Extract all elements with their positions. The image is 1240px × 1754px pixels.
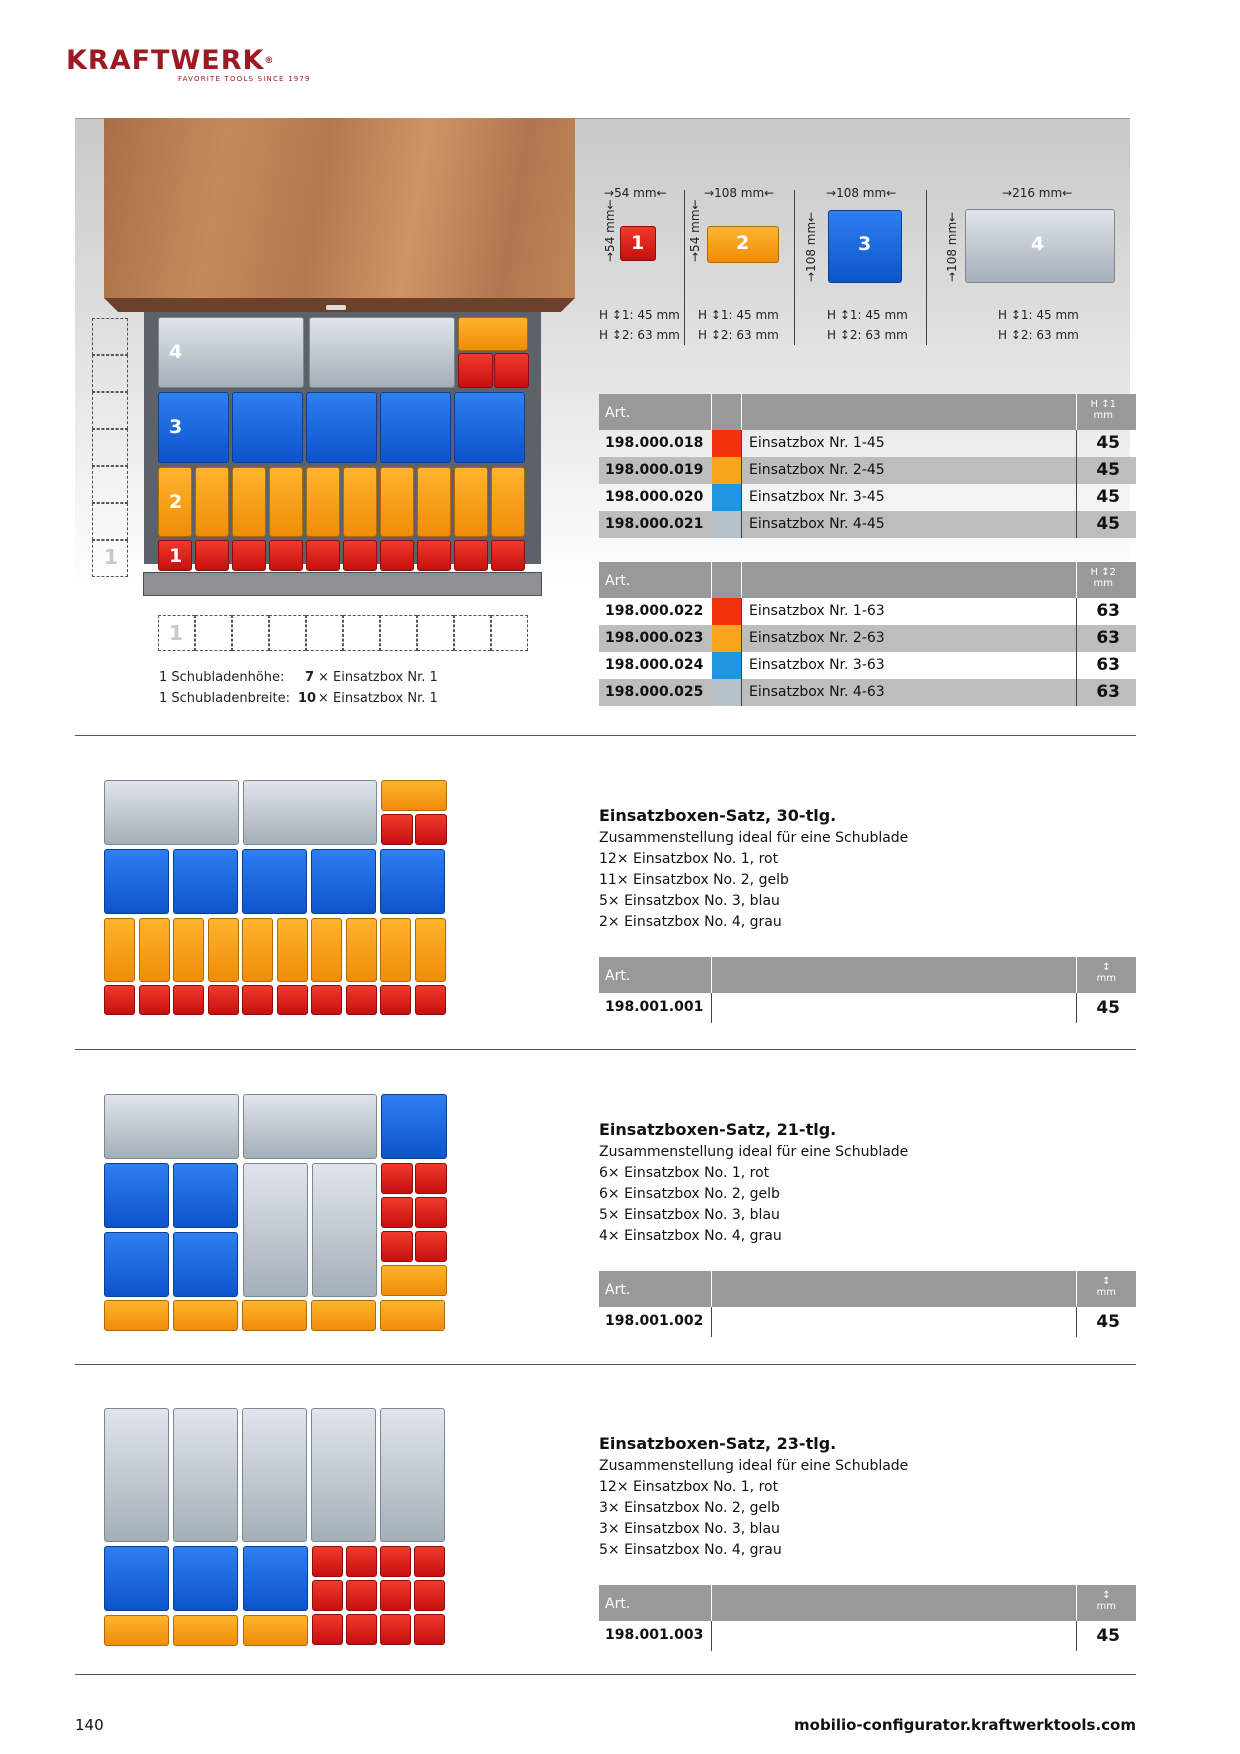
article-name: Einsatzbox Nr. 1-63	[749, 603, 885, 619]
article-code: 198.001.001	[605, 999, 704, 1015]
color-swatch	[712, 679, 741, 706]
insert-box	[139, 985, 170, 1015]
height-value: 45	[1096, 460, 1120, 480]
divider	[75, 1364, 1136, 1365]
dash-cell	[380, 615, 417, 651]
article-code: 198.000.024	[605, 657, 704, 673]
header-height: H ↕1 mm	[1090, 399, 1116, 421]
insert-box	[494, 353, 529, 388]
set-description: Zusammenstellung ideal für eine Schublade 6× Einsatzbox No. 1, rot 6× Einsatzbox No. 2, gelb 5× Einsatzbox No. 3, blau 4× Einsatzbox No. 4, grau	[599, 1144, 909, 1244]
insert-box	[381, 1197, 413, 1228]
insert-box	[311, 918, 342, 982]
drawer-handle	[326, 305, 346, 310]
insert-box	[346, 1546, 377, 1577]
insert-box	[173, 1408, 238, 1542]
insert-box	[139, 918, 170, 982]
insert-box	[243, 1163, 308, 1297]
box3-number: 3	[858, 233, 872, 255]
insert-box	[243, 780, 377, 845]
dash-cell	[92, 503, 128, 540]
table-header	[599, 957, 1136, 993]
insert-box	[173, 918, 204, 982]
article-code: 198.000.023	[605, 630, 704, 646]
box2-width: →108 mm←	[704, 186, 775, 200]
header-height: ↕ mm	[1096, 1590, 1116, 1612]
set-title: Einsatzboxen-Satz, 30-tlg.	[599, 806, 837, 825]
insert-box	[232, 392, 303, 463]
insert-box	[417, 540, 451, 571]
article-table-63	[599, 562, 1136, 706]
article-name: Einsatzbox Nr. 4-45	[749, 516, 885, 532]
article-name: Einsatzbox Nr. 3-45	[749, 489, 885, 505]
insert-box	[415, 814, 447, 845]
insert-box	[311, 849, 376, 914]
insert-box	[269, 540, 303, 571]
insert-box	[346, 1580, 377, 1611]
brand-logo	[66, 47, 311, 83]
article-name: Einsatzbox Nr. 4-63	[749, 684, 885, 700]
insert-box	[415, 918, 446, 982]
color-swatch	[712, 430, 741, 457]
table-row	[599, 1307, 1136, 1337]
article-code: 198.000.019	[605, 462, 704, 478]
insert-box	[311, 1300, 376, 1331]
table-row	[599, 625, 1136, 652]
table-row	[599, 993, 1136, 1023]
insert-box	[381, 780, 447, 811]
insert-box	[173, 849, 238, 914]
height-value: 63	[1096, 601, 1120, 621]
header-height: H ↕2 mm	[1090, 567, 1116, 589]
height-value: 45	[1096, 998, 1120, 1018]
box1-heights: H ↕1: 45 mm H ↕2: 63 mm	[599, 308, 680, 342]
dash-cell	[232, 615, 269, 651]
table-row	[599, 484, 1136, 511]
insert-box	[312, 1163, 377, 1297]
set-article-table	[599, 1585, 1136, 1651]
insert-box	[491, 540, 525, 571]
header-art: Art.	[605, 1282, 631, 1298]
row-label-4: 4	[169, 341, 183, 363]
box4-width: →216 mm←	[1002, 186, 1073, 200]
box3-width: →108 mm←	[826, 186, 897, 200]
color-swatch	[712, 598, 741, 625]
height-value: 63	[1096, 682, 1120, 702]
table-row	[599, 652, 1136, 679]
insert-box	[381, 1265, 447, 1296]
color-swatch	[712, 511, 741, 538]
row-label-1: 1	[169, 545, 183, 567]
box2-heights: H ↕1: 45 mm H ↕2: 63 mm	[698, 308, 779, 342]
set-title: Einsatzboxen-Satz, 21-tlg.	[599, 1120, 837, 1139]
insert-box	[311, 1408, 376, 1542]
divider	[75, 1049, 1136, 1050]
box4-depth: →108 mm←	[945, 211, 959, 282]
dash-cell	[454, 615, 491, 651]
insert-box	[380, 467, 414, 537]
insert-box	[242, 849, 307, 914]
insert-box	[104, 780, 239, 845]
box3-depth: →108 mm←	[804, 211, 818, 282]
dash-cell	[92, 392, 128, 429]
insert-box	[380, 1300, 445, 1331]
dash-cell	[306, 615, 343, 651]
height-marker: 1	[104, 545, 118, 569]
insert-box	[242, 1408, 307, 1542]
insert-box	[243, 1094, 377, 1159]
article-name: Einsatzbox Nr. 2-45	[749, 462, 885, 478]
insert-box	[208, 985, 239, 1015]
insert-box	[380, 1408, 445, 1542]
insert-box	[232, 467, 266, 537]
dash-cell	[92, 466, 128, 503]
insert-box	[458, 353, 493, 388]
insert-box	[173, 1615, 238, 1646]
table-row	[599, 457, 1136, 484]
insert-box	[104, 1094, 239, 1159]
insert-box	[104, 985, 135, 1015]
height-value: 45	[1096, 1312, 1120, 1332]
footer-url[interactable]: mobilio-configurator.kraftwerktools.com	[794, 1716, 1136, 1734]
insert-box	[381, 1094, 447, 1159]
row-label-2: 2	[169, 491, 183, 513]
insert-box	[380, 392, 451, 463]
insert-box	[104, 1232, 169, 1297]
color-swatch	[712, 484, 741, 511]
table-header	[599, 1585, 1136, 1621]
color-swatch	[712, 652, 741, 679]
insert-box	[346, 918, 377, 982]
insert-box	[414, 1614, 445, 1645]
insert-box	[242, 1300, 307, 1331]
insert-box	[491, 467, 525, 537]
insert-box	[454, 392, 525, 463]
article-code: 198.001.003	[605, 1627, 704, 1643]
insert-box	[104, 1163, 169, 1228]
height-value: 63	[1096, 628, 1120, 648]
article-code: 198.001.002	[605, 1313, 704, 1329]
dash-cell	[92, 318, 128, 355]
article-code: 198.000.021	[605, 516, 704, 532]
table-row	[599, 1621, 1136, 1651]
box4-heights: H ↕1: 45 mm H ↕2: 63 mm	[998, 308, 1079, 342]
box3-heights: H ↕1: 45 mm H ↕2: 63 mm	[827, 308, 908, 342]
separator	[684, 190, 685, 345]
brand-tagline: FAVORITE TOOLS SINCE 1979	[178, 75, 311, 83]
article-code: 198.000.025	[605, 684, 704, 700]
box2-depth: →54 mm←	[688, 199, 702, 262]
insert-box	[380, 540, 414, 571]
insert-box	[458, 317, 528, 351]
insert-box	[309, 317, 455, 388]
insert-box	[380, 849, 445, 914]
insert-box	[277, 985, 308, 1015]
insert-box	[415, 1163, 447, 1194]
insert-box	[414, 1546, 445, 1577]
insert-box	[380, 1580, 411, 1611]
insert-box	[415, 1231, 447, 1262]
header-art: Art.	[605, 1596, 631, 1612]
insert-box	[104, 918, 135, 982]
insert-box	[381, 1163, 413, 1194]
info-height: 1 Schubladenhöhe: 7 × Einsatzbox Nr. 1	[159, 670, 438, 685]
insert-box	[381, 1231, 413, 1262]
brand-name: KRAFTWERK®	[66, 45, 275, 76]
header-art: Art.	[605, 573, 631, 589]
insert-box	[415, 985, 446, 1015]
color-swatch	[712, 457, 741, 484]
dash-cell	[92, 429, 128, 466]
insert-box	[104, 1408, 169, 1542]
box1-depth: →54 mm←	[603, 199, 617, 262]
height-value: 45	[1096, 514, 1120, 534]
article-code: 198.000.022	[605, 603, 704, 619]
article-code: 198.000.018	[605, 435, 704, 451]
width-marker: 1	[169, 621, 183, 645]
insert-box	[380, 985, 411, 1015]
insert-box	[312, 1580, 343, 1611]
box4-number: 4	[1031, 233, 1045, 255]
insert-box	[173, 1546, 238, 1611]
insert-box	[173, 985, 204, 1015]
insert-box	[346, 985, 377, 1015]
table-row	[599, 430, 1136, 457]
table-row	[599, 598, 1136, 625]
set-article-table	[599, 957, 1136, 1023]
separator	[794, 190, 795, 345]
insert-box	[306, 467, 340, 537]
insert-box	[343, 540, 377, 571]
insert-box	[306, 392, 377, 463]
workbench-top	[104, 118, 575, 298]
insert-box	[173, 1232, 238, 1297]
box1-number: 1	[631, 232, 645, 254]
insert-box	[242, 918, 273, 982]
separator	[926, 190, 927, 345]
article-code: 198.000.020	[605, 489, 704, 505]
insert-box	[232, 540, 266, 571]
insert-box	[343, 467, 377, 537]
insert-box	[414, 1580, 445, 1611]
dash-cell	[269, 615, 306, 651]
insert-box	[312, 1546, 343, 1577]
info-width: 1 Schubladenbreite: 10 × Einsatzbox Nr. 1	[159, 691, 438, 706]
insert-box	[195, 540, 229, 571]
insert-box	[306, 540, 340, 571]
insert-box	[243, 1546, 308, 1611]
insert-box	[454, 540, 488, 571]
table-header	[599, 1271, 1136, 1307]
insert-box	[454, 467, 488, 537]
header-art: Art.	[605, 405, 631, 421]
table-row	[599, 679, 1136, 706]
box1-width: →54 mm←	[604, 186, 667, 200]
article-table-45	[599, 394, 1136, 538]
table-header	[599, 562, 1136, 598]
height-value: 45	[1096, 1626, 1120, 1646]
header-height: ↕ mm	[1096, 962, 1116, 984]
insert-box	[104, 849, 169, 914]
insert-box	[269, 467, 303, 537]
set-article-table	[599, 1271, 1136, 1337]
set-description: Zusammenstellung ideal für eine Schublade 12× Einsatzbox No. 1, rot 11× Einsatzbox No. 2, gelb 5× Einsatzbox No. 3, blau 2× Einsatzbox No. 4, grau	[599, 830, 909, 930]
row-label-3: 3	[169, 416, 183, 438]
set-title: Einsatzboxen-Satz, 23-tlg.	[599, 1434, 837, 1453]
insert-box	[173, 1163, 238, 1228]
article-name: Einsatzbox Nr. 2-63	[749, 630, 885, 646]
insert-box	[243, 1615, 308, 1646]
insert-box	[195, 467, 229, 537]
height-value: 45	[1096, 487, 1120, 507]
dash-cell	[491, 615, 528, 651]
insert-box	[380, 1614, 411, 1645]
drawer-front	[143, 572, 542, 596]
insert-box	[381, 814, 413, 845]
insert-box	[104, 1300, 169, 1331]
insert-box	[104, 1615, 169, 1646]
insert-box	[346, 1614, 377, 1645]
set-description: Zusammenstellung ideal für eine Schublade 12× Einsatzbox No. 1, rot 3× Einsatzbox No. 2, gelb 3× Einsatzbox No. 3, blau 5× Einsatzbox No. 4, grau	[599, 1458, 909, 1558]
dash-cell	[417, 615, 454, 651]
height-value: 45	[1096, 433, 1120, 453]
insert-box	[415, 1197, 447, 1228]
insert-box	[173, 1300, 238, 1331]
insert-box	[311, 985, 342, 1015]
article-name: Einsatzbox Nr. 3-63	[749, 657, 885, 673]
header-art: Art.	[605, 968, 631, 984]
insert-box	[312, 1614, 343, 1645]
page-number: 140	[75, 1716, 104, 1734]
insert-box	[104, 1546, 169, 1611]
article-name: Einsatzbox Nr. 1-45	[749, 435, 885, 451]
insert-box	[417, 467, 451, 537]
divider	[75, 1674, 1136, 1675]
table-header	[599, 394, 1136, 430]
box2-number: 2	[736, 232, 750, 254]
height-value: 63	[1096, 655, 1120, 675]
table-row	[599, 511, 1136, 538]
header-height: ↕ mm	[1096, 1276, 1116, 1298]
insert-box	[208, 918, 239, 982]
dash-cell	[343, 615, 380, 651]
divider	[75, 735, 1136, 736]
color-swatch	[712, 625, 741, 652]
dash-cell	[92, 355, 128, 392]
insert-box	[277, 918, 308, 982]
insert-box	[242, 985, 273, 1015]
insert-box	[380, 918, 411, 982]
dash-cell	[195, 615, 232, 651]
insert-box	[380, 1546, 411, 1577]
